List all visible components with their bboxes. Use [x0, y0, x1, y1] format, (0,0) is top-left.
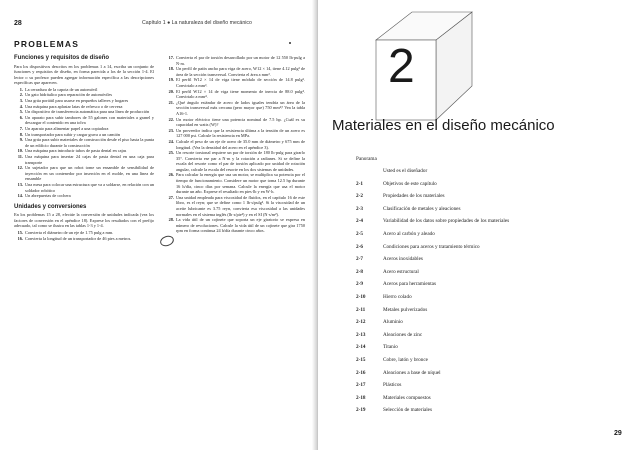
toc-item-number: 2-4 [356, 218, 363, 225]
chapter-contents [356, 156, 606, 420]
problem-item-text: Un resorte torsional requiere un par de torsión de 180 lb·pulg para girarlo 35°. Convierta ese par a N·m y la rotación a radianes. Si se define la escala del resorte como el par de torsión aplicado por unidad de rotación angular, calcule la escala del resorte en los dos sistemas de unidades. [176, 150, 305, 172]
running-head: Capítulo 1 ● La naturaleza del diseño mecánico [142, 20, 252, 26]
problem-item [165, 77, 305, 88]
problem-item-number: 12. [17, 165, 23, 171]
problem-item-number: 25. [168, 150, 174, 156]
problem-item-text: Un transportador para subir y cargar grava a un camión [25, 131, 121, 137]
problem-item [14, 182, 154, 193]
problem-item [165, 195, 305, 217]
problem-item-text: Una máquina para introducir tubos de pasta dental en cajas [25, 148, 127, 154]
toc-item-number: 2-16 [356, 369, 366, 376]
problems-column-1 [14, 55, 154, 241]
toc-item-text: Hierro colado [383, 293, 412, 300]
handwritten-circle-mark [159, 234, 175, 248]
toc-item [356, 382, 606, 395]
toc-item-text: Aceros para herramientas [383, 281, 436, 288]
cube-graphic [362, 10, 474, 122]
subsection-title-units: Unidades y conversiones [14, 203, 87, 210]
dot-mark [289, 42, 291, 44]
toc-item-number: 2-3 [356, 205, 363, 212]
toc-item-text: Condiciones para aceros y tratamiento térmico [383, 243, 480, 250]
problem-item-text: Una mesa para colocar una estructura que va a soldarse, en relación con un soldador robótico [25, 181, 154, 193]
problem-item-text: Una máquina para insertar 24 cajas de pasta dental en una caja para transporte [25, 154, 154, 165]
toc-item-text: Aluminio [383, 319, 403, 326]
problem-item-number: 5. [19, 109, 23, 115]
toc-item-text: Metales pulverizados [383, 306, 428, 313]
toc-item [356, 395, 606, 408]
problem-item-number: 7. [19, 126, 23, 132]
problem-item [14, 137, 154, 148]
section-title: PROBLEMAS [14, 39, 80, 49]
problem-item-text: Un sujetador para que un robot tome un ensamble de sensibilidad de inyección en un contenedor por inserción en el molde, en una línea de ensamble [25, 165, 154, 182]
problem-item [165, 128, 305, 139]
toc-item-number: 2-15 [356, 356, 366, 363]
problem-item-text: Una grúa portátil para usarse en pequeños talleres y hogares [25, 98, 129, 104]
toc-item-number: 2-8 [356, 268, 363, 275]
problem-item-text: Un dispositivo de transferencia automática para una línea de producción [25, 109, 150, 115]
problem-item-text: Para calcular la energía que usa un motor, se multiplica su potencia por el tiempo de funcionamiento. Considere un motor que toma 12.5 hp durante 16 h/día, cinco días por semana. Calcule la energía que usa el motor durante un año. Exprese el resultado en pies·lb y en W·h. [176, 172, 305, 195]
chapter-title: Materiales en el diseño mecánico [332, 117, 555, 134]
toc-item [356, 344, 606, 357]
problem-item-number: 16. [17, 235, 23, 241]
problem-item [165, 172, 305, 194]
toc-item [356, 244, 606, 257]
problem-item-number: 9. [19, 137, 23, 143]
toc-item [356, 332, 606, 345]
problem-item [165, 100, 305, 117]
toc-item-number: 2-18 [356, 394, 366, 401]
problem-item-number: 21. [168, 99, 174, 105]
problem-item [14, 115, 154, 126]
toc-item [356, 319, 606, 332]
toc-item [356, 370, 606, 383]
problem-item-number: 10. [17, 148, 23, 154]
toc-item [356, 307, 606, 320]
toc-item-number: 2-10 [356, 293, 366, 300]
toc-item [356, 357, 606, 370]
problem-item-text: Convierta el diámetro de un eje de 1.75 pulg a mm. [25, 230, 114, 236]
problem-item [165, 66, 305, 77]
problem-item-text: El perfil W12 × 14 de viga tiene módulo de sección de 14.8 pulg³. Convirtalo a mm³. [176, 77, 305, 88]
toc-item-text: Selección de materiales [383, 407, 432, 414]
problem-list-design [14, 87, 154, 199]
problem-item [165, 139, 305, 150]
problem-item-number: 3. [19, 98, 23, 104]
problem-item-number: 13. [17, 181, 23, 187]
problem-item-text: La vida útil de un cojinete que soporta un eje giratorio se expresa en número de revoluciones. Calcule la vida útil de un cojinete que gira 1750 rpm en forma continua 24 h/día durante cinco años. [176, 217, 305, 234]
problem-item-number: 14. [17, 193, 23, 199]
problem-item-number: 15. [17, 230, 23, 236]
problem-item [14, 236, 154, 242]
problem-item-text: ¿Qué ángulo estándar de acero de lados iguales tendría un área de la sección transversal más cercana (pero mayor que) 750 mm²? Vea la tabla A16-1. [176, 99, 305, 116]
toc-item-number: 2-13 [356, 331, 366, 338]
toc-item [356, 218, 606, 231]
toc-item-number: 2-14 [356, 344, 366, 351]
toc-list [356, 168, 606, 420]
subsection-intro-units: En los problemas 15 a 28, efectúe la conversión de unidades indicada (vea los factores de conversión en el apéndice 18). Exprese los resultados con el prefijo adecuado, tal como se ilustra en las tablas 1-3 y 1-4. [14, 212, 154, 229]
problem-item-number: 8. [19, 131, 23, 137]
toc-item-text: Aceros inoxidables [383, 256, 423, 263]
problem-item-text: Un gato hidráulico para reparación de automóviles [25, 92, 113, 98]
problem-item-number: 17. [168, 55, 174, 60]
problem-item [165, 217, 305, 234]
problem-item-number: 22. [168, 116, 174, 122]
problem-item-text: Un aparato para alimentar papel a una copiadora [25, 126, 109, 132]
subsection-intro-design: Para los dispositivos descritos en los problemas 1 a 14, escriba un conjunto de funciones y requisitos de diseño, en forma parecida a los de la sección 1-4. El lector o su profesor pueden agregar información específica a las descripciones específicas que aparecen. [14, 63, 154, 86]
subsection-title-design: Funciones y requisitos de diseño [14, 55, 110, 61]
problem-list-units [14, 230, 154, 241]
toc-item-number: 2-12 [356, 319, 366, 326]
page-number-left: 28 [14, 20, 22, 27]
problem-item-text: La cerradura de la capota de un automóvil [25, 86, 98, 92]
toc-item-number: 2-17 [356, 382, 366, 389]
problem-item-text: Calcule el peso de un eje de acero de 35.0 mm de diámetro y 675 mm de longitud. (Vea la densidad del acero en el apéndice 3). [176, 138, 305, 150]
problem-item-text: Un abrepuertas de cochera [25, 193, 71, 199]
toc-heading: Panorama [356, 156, 377, 162]
problem-item-number: 23. [168, 127, 174, 133]
toc-item-text: Variabilidad de los datos sobre propiedades de los materiales [383, 218, 510, 225]
toc-item [356, 281, 606, 294]
toc-item-number: 2-5 [356, 230, 363, 237]
toc-item-number: 2-6 [356, 243, 363, 250]
chapter-number: 2 [388, 40, 415, 93]
toc-item [356, 407, 606, 420]
toc-item-text: Acero al carbón y aleado [383, 230, 435, 237]
toc-item-text: Propiedades de los materiales [383, 193, 445, 200]
toc-item [356, 168, 606, 181]
toc-item-number: 2-2 [356, 193, 363, 200]
problem-list-units-continued [165, 55, 305, 234]
problem-item [165, 117, 305, 128]
toc-item [356, 294, 606, 307]
problem-item [14, 154, 154, 165]
toc-item-text: Objetivos de este capítulo [383, 180, 437, 187]
toc-item-text: Materiales compuestos [383, 394, 431, 401]
problem-item-text: Una grúa para subir materiales de construcción desde el piso hasta la punta de un edificio durante la construcción [25, 137, 154, 148]
left-page [0, 0, 318, 450]
toc-item-number: 2-9 [356, 281, 363, 288]
problem-item [165, 55, 305, 66]
problem-item-text: Un aparato para subir tambores de 55 galones con materiales a granel y descargar el contenido en una tolva [25, 114, 154, 126]
toc-item [356, 256, 606, 269]
toc-item-text: Aleaciones de zinc [383, 331, 423, 338]
toc-item-text: Acero estructural [383, 268, 419, 275]
problem-item [14, 193, 154, 199]
toc-item-number: 2-1 [356, 180, 363, 187]
toc-item-number: 2-19 [356, 407, 366, 414]
problem-item-text: Una unidad empleada para viscosidad de fluidos, en el capítulo 16 de este libro, es el reyn; que se define como 1 lb·s/pulg². Si la viscosidad de un aceite lubricante es 3.75 reyn, convierta esa viscosidad a las unidades normales en el sistema inglés (lb·s/pie²) y en el SI (N·s/m²). [176, 194, 305, 217]
toc-item-text: Plásticos [383, 382, 402, 389]
problem-item [14, 165, 154, 182]
problem-item-text: Un perfil de patín ancho para viga de acero, W12 × 14, tiene 4.12 pulg² de área de la sección transversal. Convierta el área a mm². [176, 66, 305, 77]
toc-item [356, 193, 606, 206]
toc-item-text: Clasificación de metales y aleaciones [383, 205, 461, 212]
toc-item-text: Usted es el diseñador [383, 168, 428, 174]
problem-item [165, 150, 305, 172]
toc-item [356, 269, 606, 282]
problem-item-text: Convierta la longitud de un transportador de 46 pies a metros. [25, 235, 132, 241]
problem-item-number: 27. [168, 194, 174, 200]
problem-item-number: 18. [168, 66, 174, 72]
problem-item-number: 26. [168, 172, 174, 178]
problem-item-number: 11. [17, 154, 23, 159]
toc-item-text: Aleaciones a base de níquel [383, 369, 441, 376]
problem-item-text: Una máquina para aplastar latas de refresco o de cerveza [25, 103, 123, 109]
problem-item-number: 28. [168, 217, 174, 223]
toc-item-number: 2-11 [356, 306, 366, 313]
problem-item-text: El perfil W12 × 14 de viga tiene momento de inercia de 88.0 pulg⁴. Convirtalo a mm⁴. [176, 88, 305, 100]
problem-item-number: 24. [168, 138, 174, 144]
toc-item-number: 2-7 [356, 256, 363, 263]
toc-item [356, 181, 606, 194]
toc-item-text: Cobre, latón y bronce [383, 356, 428, 363]
problem-item-text: Un proveedor indica que la resistencia última a la tensión de un acero es 127 000 psi. Calcule la resistencia en MPa. [176, 127, 305, 139]
page-number-right: 29 [614, 430, 622, 437]
problem-item-number: 19. [168, 77, 174, 83]
problem-item-number: 6. [19, 114, 23, 120]
problem-item-number: 2. [19, 92, 23, 98]
problem-item [165, 89, 305, 100]
problems-column-2 [165, 55, 305, 234]
problem-item-number: 1. [19, 86, 23, 92]
toc-item [356, 206, 606, 219]
problem-item-text: Convierta el par de torsión desarrollado por un motor de 12 550 lb·pulg a N·m. [176, 55, 305, 66]
toc-item [356, 231, 606, 244]
problem-item-number: 4. [19, 103, 23, 109]
problem-item-text: Un motor eléctrico tiene una potencia nominal de 7.5 hp. ¿Cuál es su capacidad en watts (W)? [176, 116, 305, 128]
toc-item-text: Titanio [383, 344, 398, 351]
problem-item-number: 20. [168, 88, 174, 94]
